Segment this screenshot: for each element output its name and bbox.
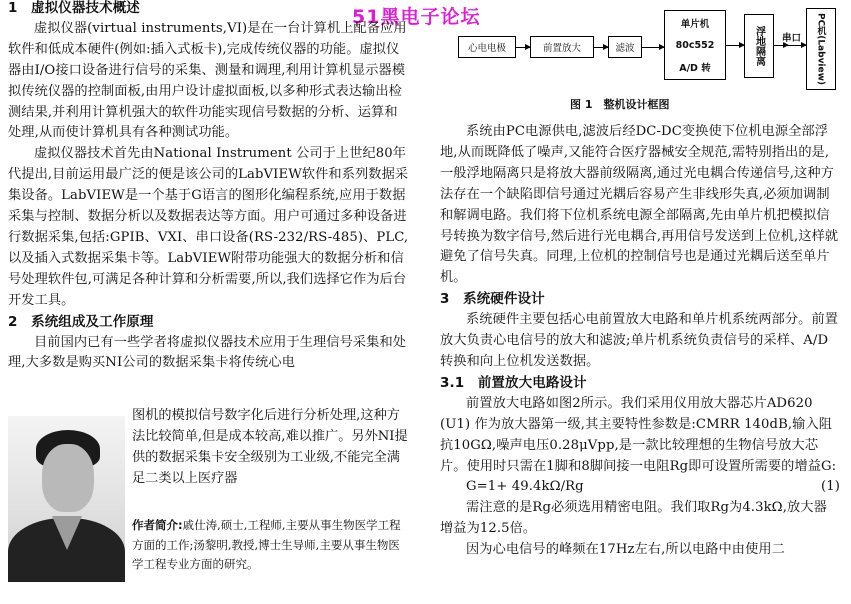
arrow-1 bbox=[516, 47, 530, 48]
formula-number: (1) bbox=[821, 479, 840, 495]
isolation-box bbox=[744, 14, 774, 78]
paragraph-rg: 需注意的是Rg必须选用精密电阻。我们取Rg为4.3kΩ,放大器增益为12.5倍。 bbox=[440, 500, 827, 537]
mcu-line2: 80c552 bbox=[675, 39, 715, 51]
ecg-electrode-box bbox=[458, 36, 516, 58]
filter-box bbox=[608, 36, 642, 58]
paragraph-preamp: 前置放大电路如图2所示。我们采用仪用放大器芯片AD620 (U1) 作为放大器第一级,其主要特性参数是:CMRR 140dB,输入阻抗10GΩ,噪声电压0.28μVpp,是一款比较理想的生物信号放大芯片。使用时只需在1脚和8脚间接一电阻Rg即可设置所需要的增益G: bbox=[440, 395, 837, 474]
photo-face bbox=[42, 444, 94, 512]
paragraph-wrap-photo bbox=[132, 406, 410, 490]
section-2-title: 2 系统组成及工作原理 bbox=[8, 313, 154, 330]
paragraph-vi-definition: 虚拟仪器(virtual instruments,VI)是在一台计算机上配备应用软件和低成本硬件(例如:插入式板卡),完成传统仪器的功能。虚拟仪器由I/O接口设备进行信号的采集、测量和调理,利用计算机显示器模拟传统仪器的控制面板,由用户设计虚拟面板,以多种形式表达输出检测结果,并利用计算机强大的软件功能实现信号数据的分析、运算和处理,从而使计算机具有各种测试功能。 bbox=[8, 20, 407, 141]
paragraph-labview: 虚拟仪器技术首先由National Instrument 公司于上世纪80年代提出,目前运用最广泛的便是该公司的LabVIEW软件和系列数据采集设备。LabVIEW是一个基于G语言的图形化编程系统,应用于数据采集与控制、数据分析以及数据表达等方面。用户可通过多种设备进行数据采集,包括:GPIB、VXI、串口设备(RS-232/RS-485)、PLC,以及插入式数据采集卡等。LabVIEW附带功能强大的数据分析和信号处理软件包,可满足各种计算和分析需要,所以,我们选择它作为后台开发工具。 bbox=[8, 146, 409, 308]
arrow-2 bbox=[594, 47, 608, 48]
ecg-electrode-label: 心电电极 bbox=[467, 43, 506, 54]
arrow-6 bbox=[788, 45, 806, 46]
pc-box bbox=[806, 8, 836, 90]
arrow-5 bbox=[774, 45, 788, 46]
mcu-line3: A/D 转 bbox=[679, 63, 711, 74]
left-column bbox=[8, 0, 410, 374]
author-bio-text: 戚仕涛,硕士,工程师,主要从事生物医学工程方面的工作;汤黎明,教授,博士生导师,主要从事生物医学工程专业方面的研究。 bbox=[132, 518, 401, 572]
author-photo bbox=[8, 416, 125, 582]
author-bio-label: 作者简介: bbox=[132, 518, 183, 532]
formula-expression: G=1+ 49.4kΩ/Rg bbox=[466, 479, 584, 495]
formula-1 bbox=[440, 477, 840, 498]
preamp-label: 前置放大 bbox=[542, 43, 581, 54]
mcu-box bbox=[664, 10, 726, 80]
section-3-1-title: 3.1 前置放大电路设计 bbox=[440, 374, 587, 391]
pc-label: PC机(Labview) bbox=[815, 12, 826, 86]
arrow-4 bbox=[726, 45, 744, 46]
figure-1-caption: 图 1 整机设计框图 bbox=[570, 98, 670, 111]
filter-label: 滤波 bbox=[615, 43, 635, 54]
preamp-box bbox=[530, 36, 594, 58]
author-bio bbox=[132, 516, 410, 575]
paragraph-peak-freq: 因为心电信号的峰频在17Hz左右,所以电路中由使用二 bbox=[466, 542, 785, 558]
serial-label: 串口 bbox=[782, 33, 802, 44]
mcu-line1: 单片机 bbox=[680, 19, 710, 30]
paragraph-wrap-text: 图机的模拟信号数字化后进行分析处理,这种方法比较简单,但是成本较高,难以推广。另外NI提供的数据采集卡安全级别为工业级,不能完全满足二类以上医疗器 bbox=[132, 408, 408, 486]
right-column bbox=[440, 122, 840, 561]
arrow-3 bbox=[642, 47, 664, 48]
section-3-title: 3 系统硬件设计 bbox=[440, 291, 545, 308]
paragraph-system-intro: 目前国内已有一些学者将虚拟仪器技术应用于生理信号采集和处理,大多数是购买NI公司的数据采集卡将传统心电 bbox=[8, 334, 407, 371]
paragraph-floating-ground: 系统由PC电源供电,滤波后经DC-DC变换使下位机电源全部浮地,从而既降低了噪声,又能符合医疗器械安全规范,需特别指出的是,一般浮地隔离只是将放大器前级隔离,通过光电耦合传递信号,这种方法存在一个缺陷即信号通过光耦后容易产生非线形失真,必须加调制和解调电路。我们将下位机系统电源全部隔离,先由单片机把模拟信号转换为数字信号,然后进行光电耦合,再用信号发送到上位机,这样就避免了信号失真。同理,上位机的控制信号也是通过光耦后送至单片机。 bbox=[440, 124, 839, 286]
watermark: 51黑电子论坛 bbox=[352, 6, 481, 28]
isolation-label: 浮地隔离 bbox=[753, 26, 765, 66]
section-1-title: 1 虚拟仪器技术概述 bbox=[8, 0, 140, 16]
paragraph-hardware: 系统硬件主要包括心电前置放大电路和单片机系统两部分。前置放大负责心电信号的放大和滤波;单片机系统负责信号的采样、A/D转换和向上位机发送数据。 bbox=[440, 312, 839, 369]
